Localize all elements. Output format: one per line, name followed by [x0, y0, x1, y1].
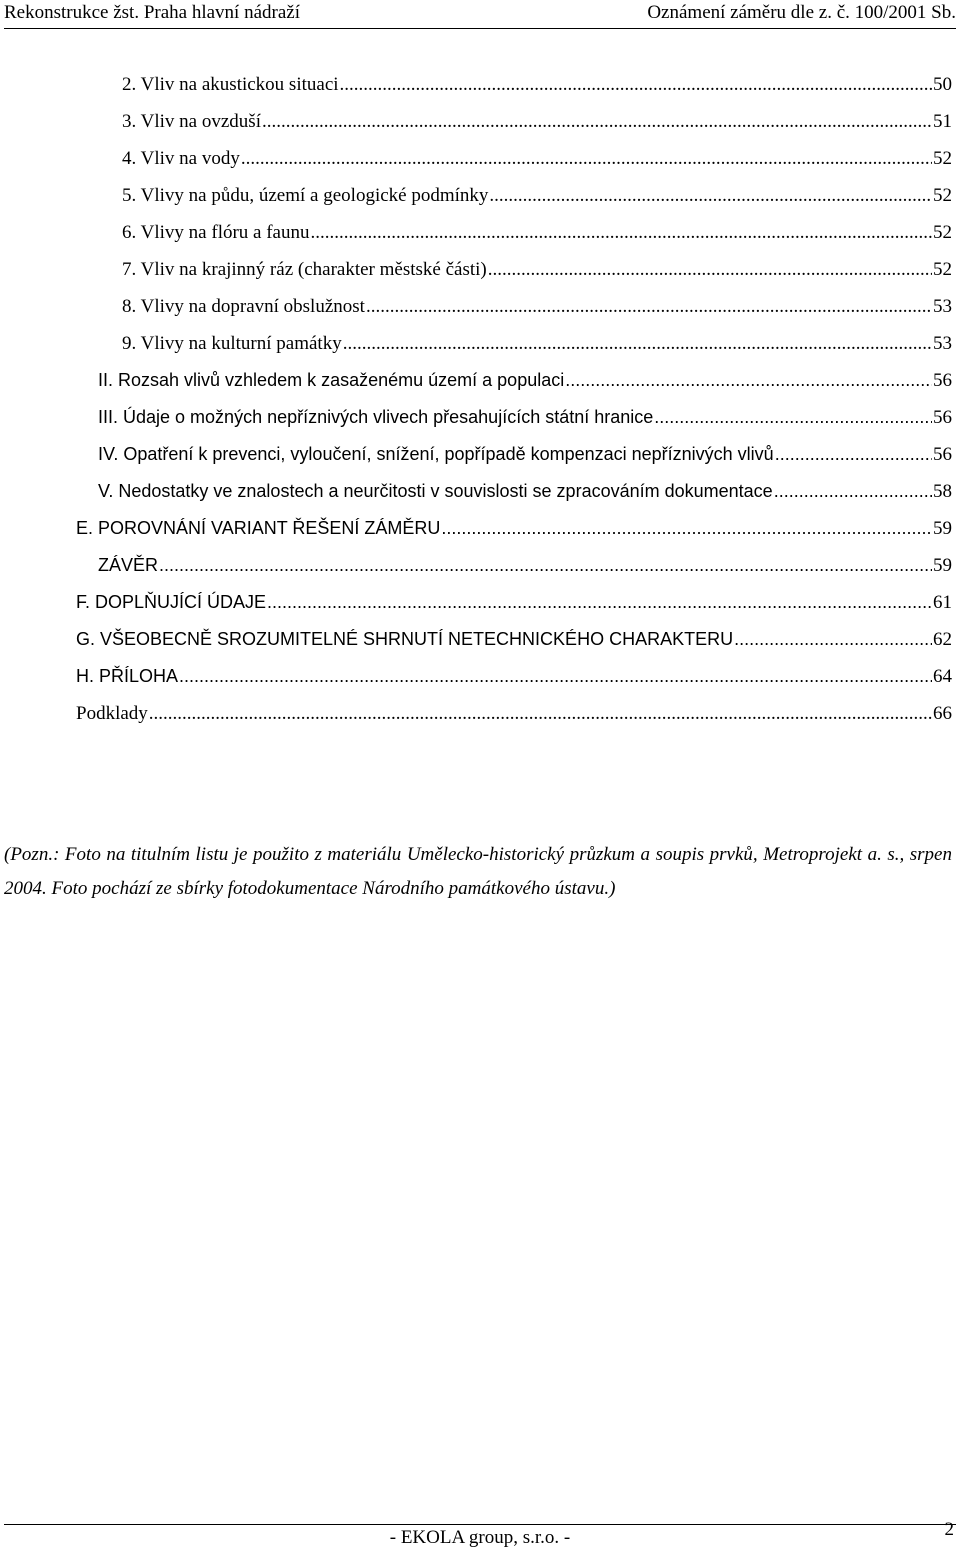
toc-entry-label: 6. Vlivy na flóru a faunu	[122, 222, 310, 243]
toc-leader	[774, 481, 932, 502]
toc-entry-label: 2. Vliv na akustickou situaci	[122, 74, 339, 95]
toc-entry-label: III. Údaje o možných nepříznivých vlivech přesahujících státní hranice	[98, 407, 654, 427]
toc-entry[interactable]	[98, 481, 952, 511]
toc-entry[interactable]	[122, 74, 952, 104]
toc-entry-page: 58	[933, 481, 952, 502]
toc-entry-label: II. Rozsah vlivů vzhledem k zasaženému území a populaci	[98, 370, 565, 390]
toc-leader	[241, 148, 932, 170]
toc-leader	[159, 555, 932, 576]
toc-leader	[489, 185, 932, 207]
toc-leader	[441, 518, 932, 539]
toc-entry-page: 59	[933, 555, 952, 576]
toc-entry[interactable]	[76, 592, 952, 622]
page-footer	[4, 1519, 956, 1553]
toc-entry-page: 50	[933, 74, 952, 95]
toc-leader	[654, 407, 932, 428]
toc-entry-label: Podklady	[76, 703, 148, 724]
toc-entry-label: 4. Vliv na vody	[122, 148, 240, 169]
header-title: Rekonstrukce žst. Praha hlavní nádraží	[4, 2, 300, 23]
toc-entry-page: 56	[933, 370, 952, 391]
page-header	[4, 0, 956, 29]
toc-leader	[340, 74, 932, 96]
toc-entry[interactable]	[98, 444, 952, 474]
toc-entry-page: 52	[933, 259, 952, 280]
toc-entry[interactable]	[122, 111, 952, 141]
toc-leader	[366, 296, 932, 318]
toc-entry-label: F. DOPLŇUJÍCÍ ÚDAJE	[76, 592, 267, 612]
toc-entry[interactable]	[122, 259, 952, 289]
toc-leader	[267, 592, 932, 613]
toc-entry[interactable]	[122, 222, 952, 252]
toc-leader	[565, 370, 932, 391]
toc-leader	[343, 333, 932, 355]
toc-entry-page: 52	[933, 148, 952, 169]
toc-leader	[734, 629, 932, 650]
toc-leader	[311, 222, 933, 244]
footer-company: - EKOLA group, s.r.o. -	[389, 1527, 571, 1548]
toc-entry-page: 56	[933, 407, 952, 428]
toc-entry[interactable]	[122, 296, 952, 326]
toc-entry-label: E. POROVNÁNÍ VARIANT ŘEŠENÍ ZÁMĚRU	[76, 518, 441, 538]
toc-entry-label: 7. Vliv na krajinný ráz (charakter městské části)	[122, 259, 487, 280]
toc-entry[interactable]	[98, 407, 952, 437]
toc-entry[interactable]	[76, 666, 952, 696]
toc-leader	[262, 111, 932, 133]
toc-entry-page: 53	[933, 296, 952, 317]
page-number: 2	[944, 1519, 954, 1540]
toc-entry-page: 53	[933, 333, 952, 354]
toc-entry-label: 5. Vlivy na půdu, území a geologické podmínky	[122, 185, 489, 206]
toc-entry[interactable]	[76, 703, 952, 733]
toc-entry-page: 52	[933, 222, 952, 243]
header-document-type: Oznámení záměru dle z. č. 100/2001 Sb.	[647, 2, 956, 23]
toc-entry-page: 51	[933, 111, 952, 132]
toc-entry[interactable]	[76, 518, 952, 548]
toc-entry-label: 9. Vlivy na kulturní památky	[122, 333, 342, 354]
toc-entry-label: IV. Opatření k prevenci, vyloučení, snížení, popřípadě kompenzaci nepříznivých vlivů	[98, 444, 774, 464]
toc-entry-page: 56	[933, 444, 952, 465]
toc-entry[interactable]	[98, 555, 952, 585]
toc-entry[interactable]	[76, 629, 952, 659]
toc-entry[interactable]	[98, 370, 952, 400]
photo-credit-note: (Pozn.: Foto na titulním listu je použito z materiálu Umělecko-historický průzkum a soupis prvků, Metroprojekt a. s., srpen 2004. Foto pochází ze sbírky fotodokumentace Národního památkového ústavu.)	[4, 844, 952, 899]
toc-leader	[149, 703, 932, 725]
toc-entry-page: 61	[933, 592, 952, 613]
toc-entry-page: 52	[933, 185, 952, 206]
toc-entry-label: 3. Vliv na ovzduší	[122, 111, 261, 132]
toc-entry-label: V. Nedostatky ve znalostech a neurčitosti v souvislosti se zpracováním dokumentace	[98, 481, 773, 501]
toc-entry-page: 59	[933, 518, 952, 539]
toc-leader	[488, 259, 932, 281]
toc-entry[interactable]	[122, 185, 952, 215]
toc-entry[interactable]	[122, 333, 952, 363]
toc-leader	[179, 666, 932, 687]
toc-entry-label: G. VŠEOBECNĚ SROZUMITELNÉ SHRNUTÍ NETECHNICKÉHO CHARAKTERU	[76, 629, 734, 649]
toc-entry-label: H. PŘÍLOHA	[76, 666, 179, 686]
toc-entry-label: 8. Vlivy na dopravní obslužnost	[122, 296, 365, 317]
toc-entry-page: 64	[933, 666, 952, 687]
toc-entry-page: 62	[933, 629, 952, 650]
toc-leader	[775, 444, 932, 465]
toc-entry[interactable]	[122, 148, 952, 178]
toc-entry-label: ZÁVĚR	[98, 555, 159, 575]
toc-entry-page: 66	[933, 703, 952, 724]
